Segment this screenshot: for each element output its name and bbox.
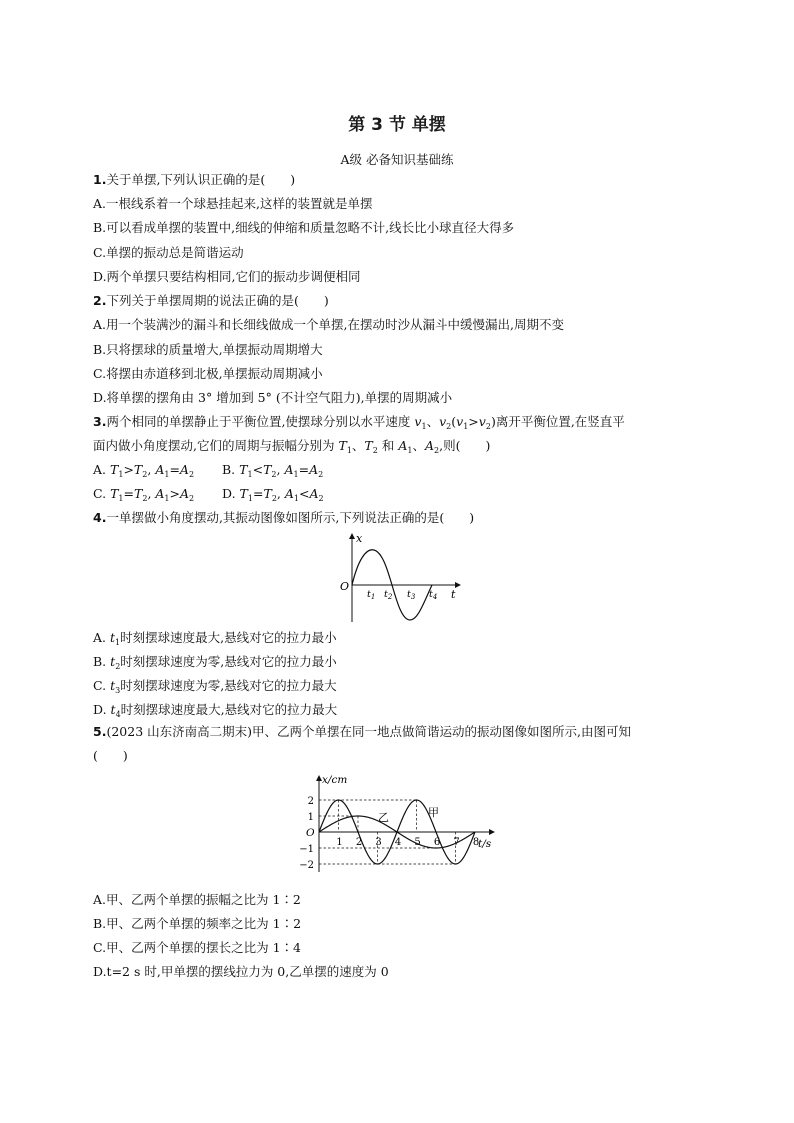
x-tick-label: 4 [394,837,402,848]
option-text: 时刻摆球速度为零,悬线对它的拉力最小 [120,654,337,669]
option-letter: C. [93,678,107,693]
question-4-stem [93,510,474,526]
q5-option-a: A.甲、乙两个单摆的振幅之比为 1∶2 [93,892,301,907]
question-number: 1. [93,172,107,187]
question-5-stem [93,724,631,740]
q5-vibration-graph [282,772,502,877]
y-tick-label: −1 [299,844,314,855]
x-tick-label: 8 [472,837,480,848]
option-text: 时刻摆球速度为零,悬线对它的拉力最大 [120,678,337,693]
q3-option-c: C. $T_1=T_2$, $A_1>A_2$ [93,486,195,503]
stem-text: 关于单摆,下列认识正确的是( ) [106,172,296,187]
x-axis-label: t/s [478,838,492,850]
q4-option-b: B. $t_2$时刻摆球速度为零,悬线对它的拉力最小 [93,654,337,671]
option-letter: D. [93,702,107,717]
option-letter: B. [222,462,236,477]
q2-option-c: C.将摆由赤道移到北极,单摆振动周期减小 [93,366,323,381]
q2-option-b: B.只将摆球的质量增大,单摆振动周期增大 [93,342,323,357]
option-text: 时刻摆球速度最大,悬线对它的拉力最小 [120,630,337,645]
question-3-stem-line1: 3.两个相同的单摆静止于平衡位置,使摆球分别以水平速度 $v_1$、$v_2(v_1>v_2)$离开平衡位置,在竖直平 [93,414,625,431]
stem-text: 面内做小角度摆动,它们的周期与振幅分别为 [93,438,335,453]
origin-label: O [340,580,350,593]
y-axis-label: x/cm [322,774,348,786]
tick-t3: $t_3$ [407,589,416,601]
q4-option-a: A. $t_1$时刻摆球速度最大,悬线对它的拉力最小 [93,630,337,647]
q5-option-d: D.t=2 s 时,甲单摆的摆线拉力为 0,乙单摆的速度为 0 [93,964,389,979]
stem-text: 两个相同的单摆静止于平衡位置,使摆球分别以水平速度 [106,414,411,429]
tick-t1: $t_1$ [367,589,376,601]
q1-option-a: A.一根线系着一个球悬挂起来,这样的装置就是单摆 [93,196,373,211]
x-tick-label: 1 [336,837,343,848]
tick-t2: $t_2$ [384,589,393,601]
stem-text: 下列关于单摆周期的说法正确的是( ) [106,293,329,308]
q5-option-b: B.甲、乙两个单摆的频率之比为 1∶2 [93,916,302,931]
origin-label: O [306,827,315,839]
question-3-stem-line2: 面内做小角度摆动,它们的周期与振幅分别为 $T_1$、$T_2$ 和 $A_1$、$A_2$,则( ) [93,438,491,455]
option-letter: A. [93,630,107,645]
t-axis-label: t [451,588,456,601]
question-number: 5. [93,724,107,739]
q4-option-c: C. $t_3$时刻摆球速度为零,悬线对它的拉力最大 [93,678,337,695]
question-5-stem-line2: ( ) [93,748,128,763]
question-1-stem [93,172,295,188]
option-letter: B. [93,654,107,669]
x-tick-label: 6 [433,837,441,848]
option-letter: C. [93,486,107,501]
tick-t4: $t_4$ [429,589,438,601]
q1-option-c: C.单摆的振动总是简谐运动 [93,245,244,260]
series-yi-label: 乙 [378,811,389,824]
q3-option-a: A. $T_1>T_2$, $A_1=A_2$ [93,462,195,479]
section-title: 第 3 节 单摆 [348,115,446,135]
y-tick-label: 1 [307,812,314,823]
question-number: 2. [93,293,107,308]
q2-option-a: A.用一个装满沙的漏斗和长细线做成一个单摆,在摆动时沙从漏斗中缓慢漏出,周期不变 [93,317,564,332]
question-number: 4. [93,510,107,525]
level-subtitle: A级 必备知识基础练 [340,152,454,167]
q5-option-c: C.甲、乙两个单摆的摆长之比为 1∶4 [93,940,301,955]
series-jia-label: 甲 [428,806,439,819]
q3-option-d: D. $T_1=T_2$, $A_1<A_2$ [222,486,324,503]
option-letter: A. [93,462,107,477]
x-tick-label: 3 [375,837,382,848]
q4-option-d: D. $t_4$时刻摆球速度最大,悬线对它的拉力最大 [93,702,338,719]
question-number: 3. [93,414,107,429]
question-2-stem [93,293,329,309]
q3-option-b: B. $T_1<T_2$, $A_1=A_2$ [222,462,324,479]
y-axis-label: x [356,532,363,545]
stem-text: (2023 山东济南高二期末)甲、乙两个单摆在同一地点做简谐运动的振动图像如图所示,由图可知 [106,724,631,739]
stem-text: 离开平衡位置,在竖直平 [495,414,625,429]
option-letter: D. [222,486,236,501]
option-text: 时刻摆球速度最大,悬线对它的拉力最大 [120,702,338,717]
stem-text: 一单摆做小角度摆动,其振动图像如图所示,下列说法正确的是( ) [106,510,475,525]
q2-option-d: D.将单摆的摆角由 3° 增加到 5° (不计空气阻力),单摆的周期减小 [93,390,453,405]
x-tick-label: 2 [355,837,363,848]
y-tick-label: 2 [307,796,314,807]
q1-option-b: B.可以看成单摆的装置中,细线的伸缩和质量忽略不计,线长比小球直径大得多 [93,220,515,235]
x-tick-label: 5 [414,837,421,848]
q4-vibration-graph [330,530,470,625]
x-tick-label: 7 [453,837,460,848]
stem-text: 则( ) [443,438,491,453]
y-tick-label: −2 [299,860,314,871]
q1-option-d: D.两个单摆只要结构相同,它们的振动步调便相同 [93,269,361,284]
